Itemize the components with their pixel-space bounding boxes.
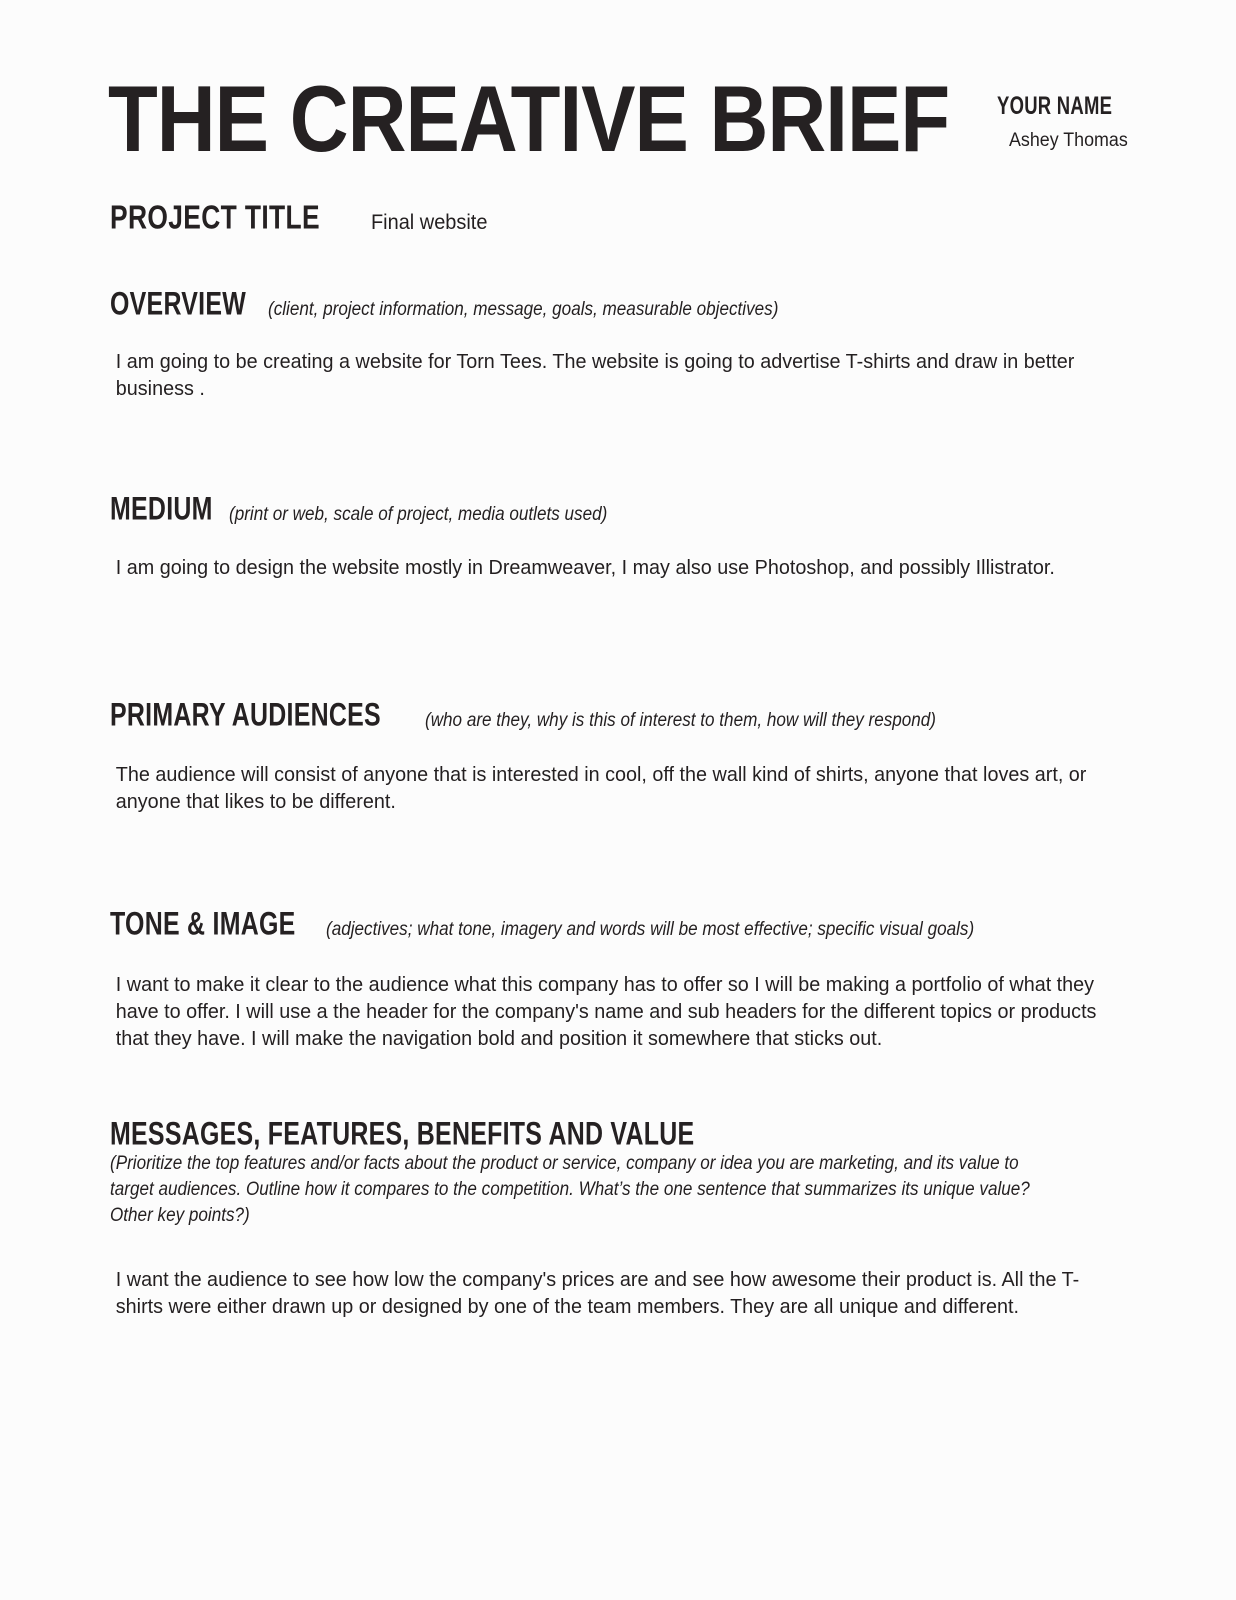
section-overview-hint-wrap: [268, 297, 778, 323]
section-tone-hint: (adjectives; what tone, imagery and words will be most effective; specific visual goals): [325, 919, 974, 940]
section-tone-and-image: [110, 906, 1166, 1052]
project-title-label: PROJECT TITLE: [110, 199, 320, 237]
project-title-value: Final website: [370, 211, 487, 234]
section-tone-body: I want to make it clear to the audience what this company has to offer so I will be making a portfolio of what they have to offer. I will use a the header for the company's name and sub headers for the different topics or products that they have. I will make the navigation bold and position it somewhere that sticks out.: [115, 973, 1097, 1051]
author-name-value: Ashey Thomas: [1009, 130, 1128, 151]
section-overview-hint: (client, project information, message, goals, measurable objectives): [268, 299, 779, 320]
section-tone-hint-wrap: [326, 917, 974, 943]
your-name-label: YOUR NAME: [997, 91, 1113, 120]
section-messages-body: I want the audience to see how low the company's prices are and see how awesome their product is. All the T-shirts were either drawn up or designed by one of the team members. They are all unique and different.: [115, 1267, 1080, 1318]
section-overview-body: I am going to be creating a website for Torn Tees. The website is going to advertise T-shirts and draw in better business .: [115, 350, 1075, 401]
section-messages-hint-wrap: [110, 1151, 1046, 1230]
section-medium-title: MEDIUM: [110, 491, 213, 528]
section-medium: [110, 491, 1166, 581]
section-audiences-hint-wrap: [425, 708, 936, 734]
author-block: [997, 91, 1135, 152]
section-audiences-title: PRIMARY AUDIENCES: [110, 697, 381, 734]
section-medium-heading: [110, 491, 1166, 528]
section-medium-hint: (print or web, scale of project, media outlets used): [229, 504, 608, 525]
section-medium-body: I am going to design the website mostly in Dreamweaver, I may also use Photoshop, and possibly Illistrator.: [115, 556, 1055, 580]
section-tone-heading: [110, 906, 1166, 943]
section-tone-title: TONE & IMAGE: [110, 906, 296, 943]
section-messages-title: MESSAGES, FEATURES, BENEFITS AND VALUE: [110, 1116, 695, 1153]
section-medium-hint-wrap: [229, 502, 607, 528]
project-title-row: [110, 199, 493, 237]
section-audiences-heading: [110, 697, 1166, 734]
section-overview-heading: [110, 286, 1166, 323]
section-overview-title: OVERVIEW: [110, 286, 247, 323]
section-primary-audiences: [110, 697, 1166, 815]
section-messages-hint: (Prioritize the top features and/or facts about the product or service, company or idea you are marketing, and its value to target audiences. Outline how it compares to the competition. What’s the one sentence that summarizes its unique value? Other key points?): [110, 1153, 1030, 1227]
page-title: THE CREATIVE BRIEF: [108, 65, 950, 171]
section-audiences-body: The audience will consist of anyone that is interested in cool, off the wall kind of shirts, anyone that loves art, or anyone that likes to be different.: [115, 763, 1087, 814]
section-audiences-hint: (who are they, why is this of interest to them, how will they respond): [425, 710, 937, 731]
section-messages-features-benefits-value: [110, 1116, 1166, 1320]
document-header: [108, 65, 1156, 171]
section-messages-heading: [110, 1116, 1166, 1230]
section-overview: [110, 286, 1166, 402]
